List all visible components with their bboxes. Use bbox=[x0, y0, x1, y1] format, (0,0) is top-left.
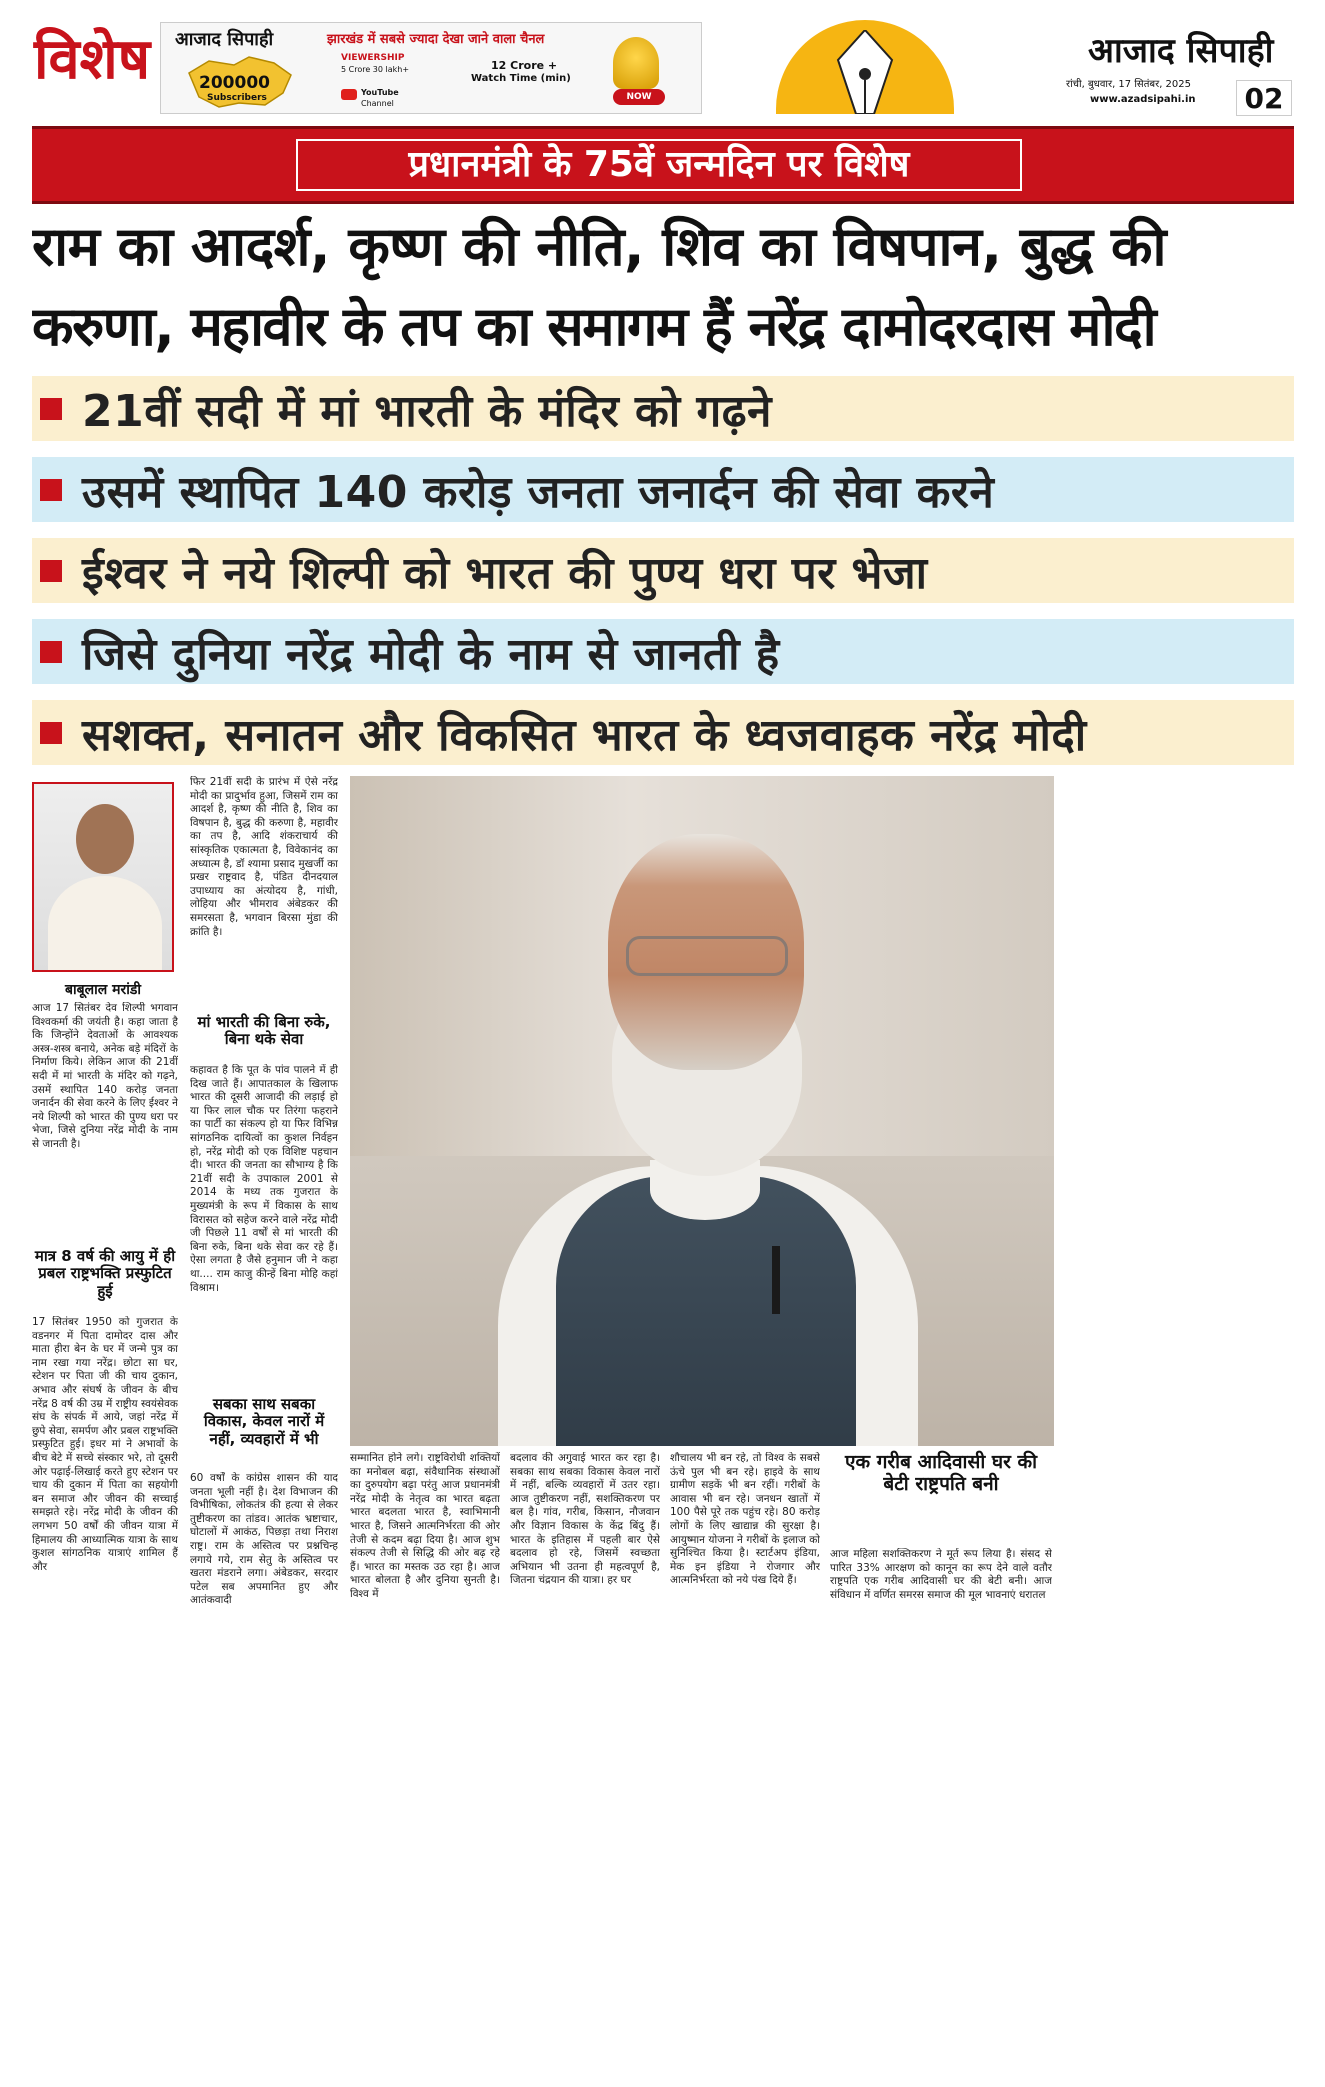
author-caption: बाबूलाल मरांडी bbox=[65, 982, 141, 998]
bullet-square-icon bbox=[40, 479, 62, 501]
highlight-3 bbox=[32, 538, 1294, 603]
highlight-text: ईश्वर ने नये शिल्पी को भारत की पुण्य धरा पर भेजा bbox=[82, 547, 928, 599]
highlight-text: उसमें स्थापित 140 करोड़ जनता जनार्दन की सेवा करने bbox=[82, 466, 995, 518]
bullet-square-icon bbox=[40, 398, 62, 420]
article-col2-text-2: कहावत है कि पूत के पांव पालने में ही दिख जाते हैं। आपातकाल के खिलाफ भारत की दूसरी आजादी की लड़ाई हो या फिर लाल चौक पर तिरंगा फहराने का पार्टी का संकल्प हो या फिर विभिन्न सांगठनिक दायित्वों का कुशल निर्वहन हो, नरेंद्र मोदी को एक विशिष्ट पहचान दी। भारत की जनता का सौभाग्य है कि 21वीं सदी के उपाकाल 2001 से 2014 के मध्य तक गुजरात के मुख्यमंत्री के रूप में विकास के साथ विरासत को सहेज करने वाले नरेंद्र मोदी जी पिछले 11 वर्षों से मां भारती की बिना रुके, बिना थके सेवा कर रहे हैं। ऐसा लगता है जैसे हनुमान जी ने कहा था.... राम काजु कीन्हें बिना मोहि कहां विश्राम। bbox=[190, 1064, 338, 1294]
article-col1-text: आज 17 सितंबर देव शिल्पी भगवान विश्वकर्मा की जयंती है। कहा जाता है कि जिन्होंने देवताओं के आवश्यक अस्त्र-शस्त्र बनाये, अनेक बड़े मंदिरों के निर्माण किये। लेकिन आज की 21वीं सदी में मां भारती के मंदिर को गढ़ने, उसमें स्थापित 140 करोड़ जनता जनार्दन की सेवा करने के लिए ईश्वर ने नये शिल्पी को भारत की पुण्य धरा पर भेजा, जिसे दुनिया नरेंद्र मोदी के नाम से जानती है। bbox=[32, 1002, 178, 1150]
masthead-ad bbox=[160, 22, 702, 114]
subheading-4: एक गरीब आदिवासी घर की बेटी राष्ट्रपति बनी bbox=[845, 1451, 1037, 1495]
masthead-emblem bbox=[776, 20, 954, 114]
website: www.azadsipahi.in bbox=[1090, 94, 1196, 105]
highlight-4 bbox=[32, 619, 1294, 684]
watch-value: 12 Crore + bbox=[491, 59, 558, 72]
trophy-icon bbox=[613, 37, 659, 89]
special-banner bbox=[32, 126, 1294, 204]
article-col2-text: फिर 21वीं सदी के प्रारंभ में ऐसे नरेंद्र मोदी का प्रादुर्भाव हुआ, जिसमें राम का आदर्श है, कृष्ण की नीति है, शिव का विषपान है, बुद्ध की करुणा है, महावीर का तप है, आदि शंकराचार्य की सांस्कृतिक एकात्मता है, विवेकानंद का अध्यात्म है, डॉ श्यामा प्रसाद मुखर्जी का प्रखर राष्ट्रवाद है, पंडित दीनदयाल उपाध्याय का अंत्योदय है, गांधी, लोहिया और भीमराव अंबेडकर की समरसता है, भगवान बिरसा मुंडा की क्रांति है। bbox=[190, 776, 338, 938]
subscribers-value: 200000 bbox=[199, 73, 270, 93]
headline-line-2: करुणा, महावीर के तप का समागम हैं नरेंद्र दामोदरदास मोदी bbox=[32, 295, 1156, 358]
author-photo bbox=[32, 782, 174, 972]
bullet-square-icon bbox=[40, 560, 62, 582]
article-col3-text: सम्मानित होने लगे। राष्ट्रविरोधी शक्तियों का मनोबल बढ़ा, संवैधानिक संस्थाओं का दुरुपयोग बढ़ा परंतु आज प्रधानमंत्री नरेंद्र मोदी के नेतृत्व का भारत बढ़ता भारत बदलता भारत है, स्वाभिमानी भारत है, जिसने आत्मनिर्भरता की ओर तेजी से कदम बढ़ा दिया है। आज शुभ संकल्प तेजी से सिद्धि की ओर बढ़ रहे हैं। भारत का मस्तक उठ रहा है। आज भारत बोलता है और दुनिया सुनती है। विश्व में bbox=[350, 1452, 500, 1600]
highlight-1 bbox=[32, 376, 1294, 441]
author-body bbox=[48, 876, 162, 972]
dateline: रांची, बुधवार, 17 सितंबर, 2025 bbox=[1066, 79, 1191, 90]
article-col2-text-3: 60 वर्षों के कांग्रेस शासन की याद जनता भूली नहीं है। देश विभाजन की विभीषिका, लोकतंत्र की हत्या से लेकर तुष्टीकरण का तांडव। आतंक भ्रष्टाचार, घोटालों में आकंठ, पिछड़ा तथा निराश राष्ट्र। राम के अस्तित्व पर प्रश्नचिन्ह लगाये गये, राम सेतु के अस्तित्व पर खतरा मंडराने लगा। अंबेडकर, सरदार पटेल सब अपमानित हुए और आतंकवादी bbox=[190, 1472, 338, 1607]
banner-text: प्रधानमंत्री के 75वें जन्मदिन पर विशेष bbox=[408, 144, 910, 185]
subscribers-label: Subscribers bbox=[207, 93, 267, 103]
article-col4-text: बदलाव की अगुवाई भारत कर रहा है। सबका साथ सबका विकास केवल नारों में नहीं, बल्कि व्यवहारों में उतर रहा। आज तुष्टीकरण नहीं, सशक्तिकरण पर बल है। गांव, गरीब, किसान, नौजवान और विज्ञान विकास के केंद्र बिंदु हैं। भारत के इतिहास में पहली बार ऐसे बदलाव हो रहे, जिसमें स्वच्छता अभियान भी उतना ही महत्वपूर्ण है, जितना चंद्रयान की यात्रा। हर घर bbox=[510, 1452, 660, 1587]
bullet-square-icon bbox=[40, 722, 62, 744]
highlight-5 bbox=[32, 700, 1294, 765]
article-col5-text: शौचालय भी बन रहे, तो विश्व के सबसे ऊंचे पुल भी बन रहे। हाइवे के साथ ग्रामीण सड़कें भी बन रहीं। गरीबों के आवास भी बन रहे। जनधन खातों में 100 पैसे पूरे तक पहुंच रहे। 80 करोड़ लोगों के लिए खाद्यान्न की सुरक्षा है। आयुष्मान योजना ने गरीबों के इलाज को सुनिश्चित किया है। स्टार्टअप इंडिया, मेक इन इंडिया ने रोजगार और आत्मनिर्भरता को नये पंख दिये हैं। bbox=[670, 1452, 820, 1587]
subheading-3: सबका साथ सबका विकास, केवल नारों में नहीं, व्यवहारों में भी bbox=[203, 1395, 325, 1448]
pen-nib-icon bbox=[834, 30, 896, 114]
author-head bbox=[76, 804, 134, 874]
youtube-icon bbox=[341, 89, 357, 100]
article-col6-text-bottom: आज महिला सशक्तिकरण ने मूर्त रूप लिया है। संसद से पारित 33% आरक्षण को कानून का रूप देने वाले वतौर राष्ट्रपति एक गरीब आदिवासी घर की बेटी बनी। आज संविधान में वर्णित समरस समाज की मूल भावनाएं धरातल bbox=[830, 1548, 1052, 1601]
highlight-text: 21वीं सदी में मां भारती के मंदिर को गढ़ने bbox=[82, 385, 772, 437]
viewership-label: VIEWERSHIP bbox=[341, 53, 405, 63]
bullet-square-icon bbox=[40, 641, 62, 663]
watch-label: Watch Time (min) bbox=[471, 73, 571, 84]
ad-brand: आजाद सिपाही bbox=[175, 29, 274, 50]
subscribe-badge: NOW bbox=[613, 89, 665, 105]
section-title: विशेष bbox=[34, 26, 151, 92]
pm-photo bbox=[350, 776, 1054, 1446]
photo-glasses bbox=[626, 936, 788, 976]
page-number: 02 bbox=[1236, 80, 1292, 116]
highlight-2 bbox=[32, 457, 1294, 522]
photo-pen bbox=[772, 1246, 780, 1314]
youtube-label: YouTube bbox=[361, 88, 399, 97]
highlight-text: जिसे दुनिया नरेंद्र मोदी के नाम से जानती है bbox=[82, 628, 780, 680]
highlight-text: सशक्त, सनातन और विकसित भारत के ध्वजवाहक नरेंद्र मोदी bbox=[82, 709, 1087, 761]
channel-label: Channel bbox=[361, 99, 394, 108]
subheading-2: मां भारती की बिना रुके, बिना थके सेवा bbox=[197, 1013, 331, 1049]
paper-name: आजाद सिपाही bbox=[1088, 31, 1274, 71]
article-col1-text-2: 17 सितंबर 1950 को गुजरात के वडनगर में पिता दामोदर दास और माता हीरा बेन के घर में जन्मे पुत्र का नाम रखा गया नरेंद्र। छोटा सा घर, स्टेशन पर पिता जी की चाय दुकान, अभाव और संघर्ष के जीवन के बीच नरेंद्र 8 वर्ष की उम्र में राष्ट्रीय स्वयंसेवक संघ के संपर्क में आये, जहां नरेंद्र में छुपे सेवा, समर्पण और प्रबल राष्ट्रभक्ति प्रस्फुटित हुई। इधर मां ने अभावों के बीच बेटे में सच्चे संस्कार भरे, तो दूसरी ओर पढ़ाई-लिखाई करते हुए स्टेशन पर चाय की दुकान में पिता का सहयोगी बन समाज और जीवन की सच्चाई समझते रहे। नरेंद्र मोदी के जीवन की लगभग 50 वर्षों की जीवन यात्रा में हिमालय की आध्यात्मिक यात्रा के साथ कुशल सांगठनिक यात्राएं शामिल हैं और bbox=[32, 1316, 178, 1573]
headline-line-1: राम का आदर्श, कृष्ण की नीति, शिव का विषपान, बुद्ध की bbox=[32, 215, 1166, 278]
ad-tagline: झारखंड में सबसे ज्यादा देखा जाने वाला चैनल bbox=[327, 32, 545, 47]
viewership-value: 5 Crore 30 lakh+ bbox=[341, 65, 410, 74]
subheading-1: मात्र 8 वर्ष की आयु में ही प्रबल राष्ट्रभक्ति प्रस्फुटित हुई bbox=[34, 1247, 176, 1300]
